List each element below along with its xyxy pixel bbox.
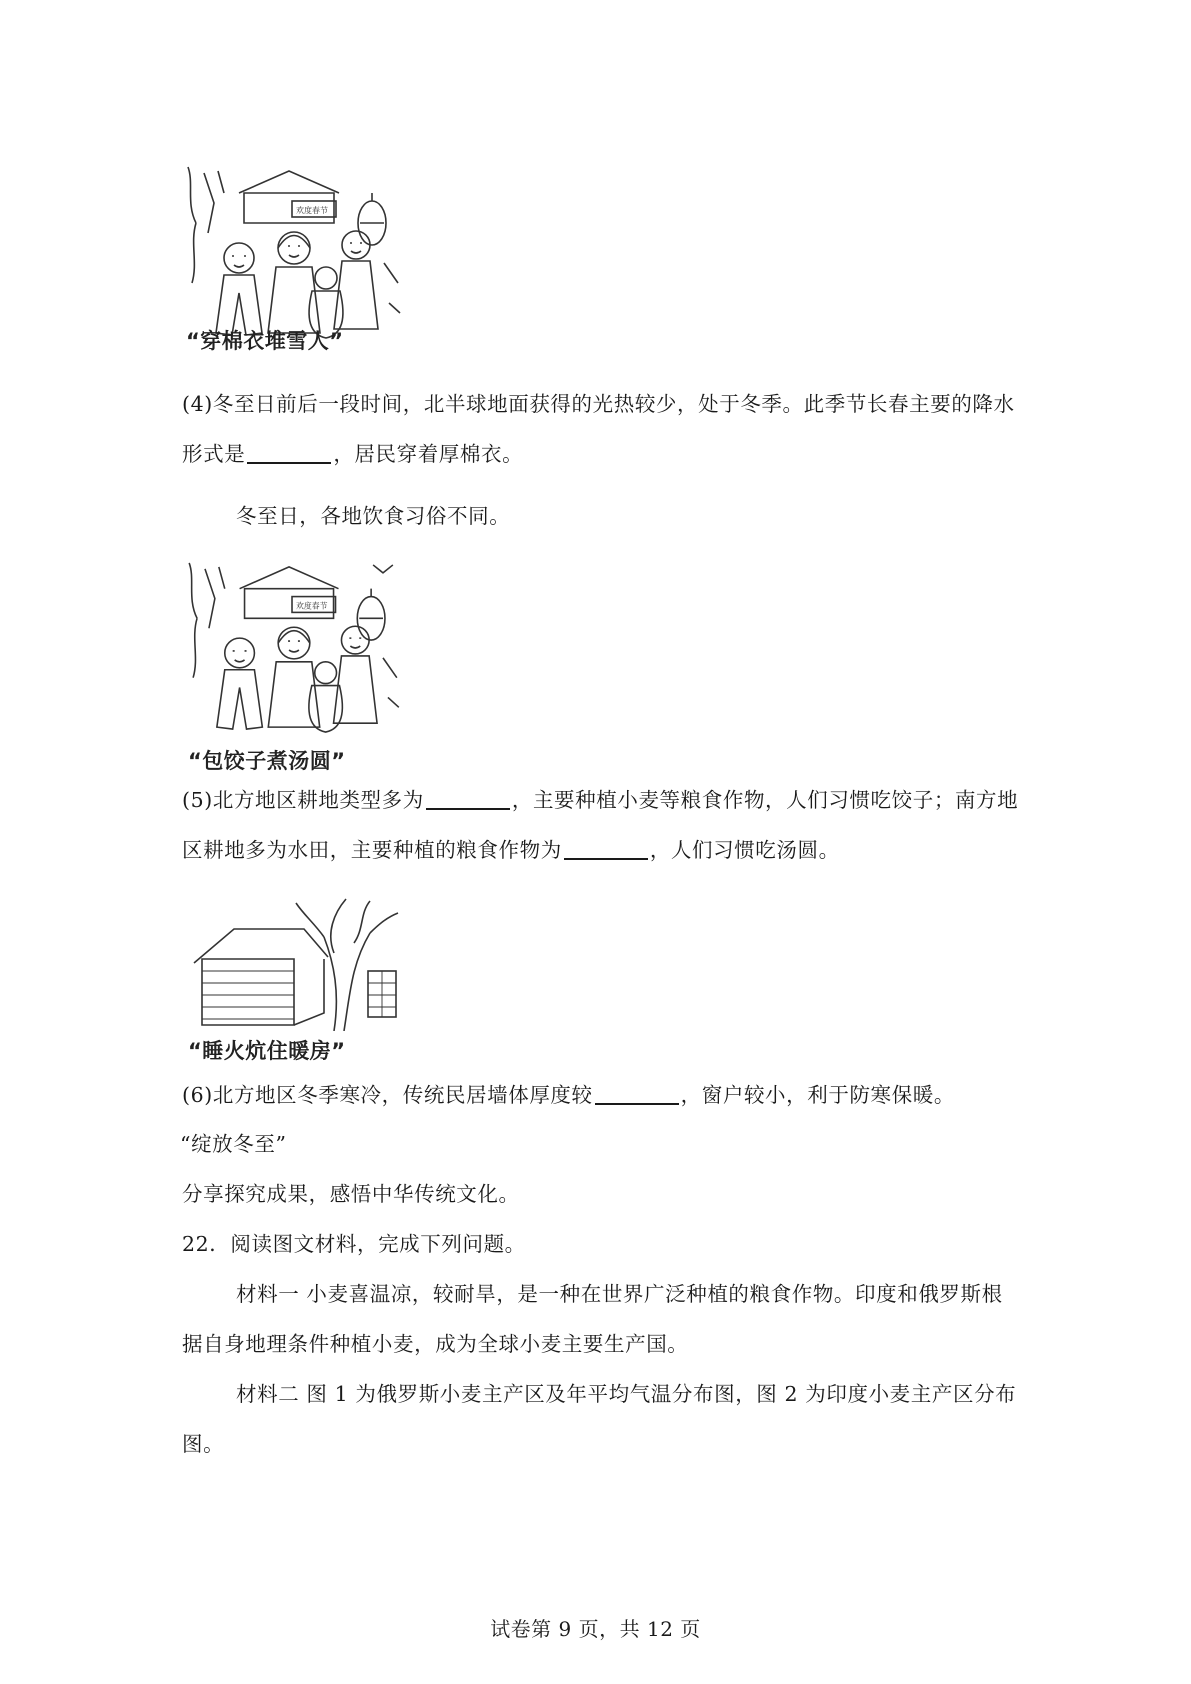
question-6-line-after: ，窗户较小，利于防寒保暖。	[680, 1083, 955, 1107]
question-5-line-1-after: ，主要种植小麦等粮食作物，人们习惯吃饺子；南方地	[511, 788, 1019, 812]
figure-3-caption: “睡火炕住暖房”	[188, 1039, 346, 1063]
material-1-line-2: 据自身地理条件种植小麦，成为全球小麦主要生产国。	[182, 1332, 689, 1356]
material-2-line-1: 材料二 图 1 为俄罗斯小麦主产区及年平均气温分布图，图 2 为印度小麦主产区分布	[236, 1382, 1017, 1406]
food-scene-figure-2	[184, 559, 402, 773]
question-5-line-1-before: (5)北方地区耕地类型多为	[182, 788, 424, 812]
answer-blank-q4[interactable]	[247, 440, 331, 464]
house-tree-illustration	[184, 893, 402, 1031]
question-4-line-2-after: ，居民穿着厚棉衣。	[333, 442, 524, 466]
snow-scene-figure-1	[184, 163, 402, 373]
answer-blank-q5-crop[interactable]	[564, 836, 648, 860]
page-footer: 试卷第 9 页，共 12 页	[490, 1617, 701, 1641]
answer-blank-q6[interactable]	[595, 1081, 679, 1105]
question-5-line-2-after: ，人们习惯吃汤圆。	[649, 838, 840, 862]
snowman-illustration-2	[184, 559, 402, 737]
answer-blank-q5-farmland[interactable]	[426, 786, 510, 810]
figure-2-caption: “包饺子煮汤圆”	[188, 749, 346, 773]
figure-1-caption: “穿棉衣堆雪人”	[186, 329, 344, 353]
share-results-line: 分享探究成果，感悟中华传统文化。	[182, 1182, 520, 1206]
house-scene-figure-3	[184, 893, 402, 1063]
question-4-line-1: (4)冬至日前后一段时间，北半球地面获得的光热较少，处于冬季。此季节长春主要的降水	[182, 392, 1015, 416]
festival-sign-text-2: 欢度春节	[295, 601, 328, 611]
material-1-line-1: 材料一 小麦喜温凉，较耐旱，是一种在世界广泛种植的粮食作物。印度和俄罗斯根	[236, 1282, 1003, 1306]
snowman-illustration-1	[184, 163, 402, 343]
question-5-line-1	[182, 776, 1022, 825]
question-5-line-2-before: 区耕地多为水田，主要种植的粮食作物为	[182, 838, 562, 862]
question-22-title: 22．阅读图文材料，完成下列问题。	[182, 1232, 526, 1256]
festival-sign-text-1: 欢度春节	[296, 206, 328, 215]
question-4-line-2	[182, 430, 1022, 479]
section-title: “绽放冬至”	[180, 1132, 287, 1156]
question-4-line-2-before: 形式是	[182, 442, 246, 466]
question-6-line	[182, 1071, 1022, 1120]
material-2-line-2: 图。	[182, 1432, 225, 1456]
question-6-line-before: (6)北方地区冬季寒冷，传统民居墙体厚度较	[182, 1083, 593, 1107]
question-5-line-2	[182, 826, 1022, 875]
food-custom-intro: 冬至日，各地饮食习俗不同。	[236, 504, 511, 528]
